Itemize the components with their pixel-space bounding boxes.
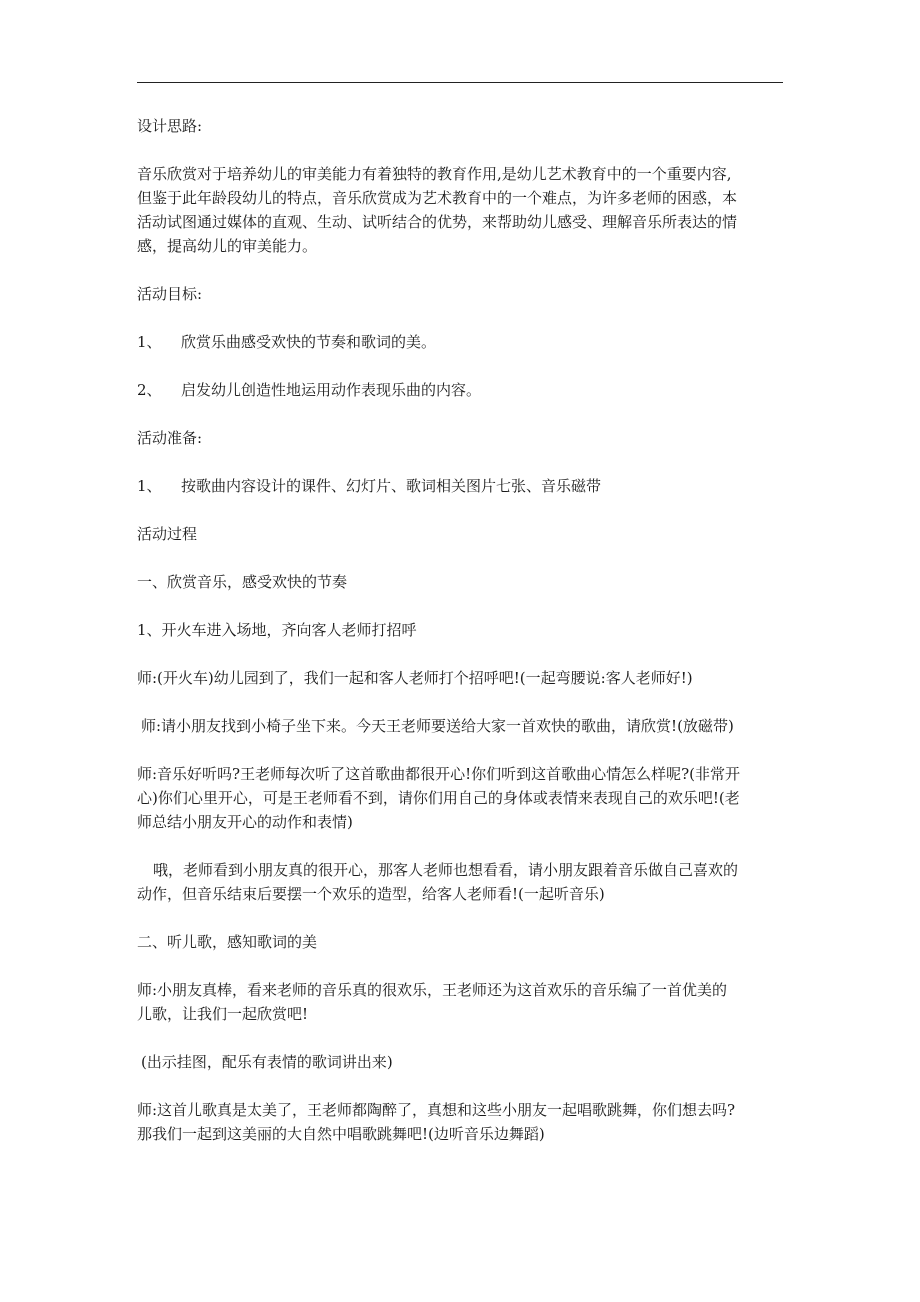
step1-text: 1、开火车进入场地，齐向客人老师打招呼: [137, 621, 417, 639]
prep-number: 1、: [137, 477, 162, 495]
section1-heading: 一、欣赏音乐，感受欢快的节奏: [137, 573, 348, 591]
dialogue-line: 动作，但音乐结束后要摆一个欢乐的造型，给客人老师看!(一起听音乐): [137, 885, 605, 903]
dialogue-line: 哦，老师看到小朋友真的很开心，那客人老师也想看看，请小朋友跟着音乐做自己喜欢的: [153, 861, 739, 879]
goals-heading: 活动目标:: [137, 285, 203, 303]
stage-direction: (出示挂图，配乐有表情的歌词讲出来): [141, 1053, 393, 1071]
prep-item: [137, 474, 787, 498]
section2-heading: 二、听儿歌，感知歌词的美: [137, 933, 318, 951]
dialogue-paragraph-3: [137, 762, 787, 834]
design-line: 感，提高幼儿的审美能力。: [137, 237, 318, 255]
dialogue-paragraph-1: 师:(开火车)幼儿园到了，我们一起和客人老师打个招呼吧!(一起弯腰说:客人老师好!): [137, 669, 693, 687]
goal-text: 启发幼儿创造性地运用动作表现乐曲的内容。: [181, 381, 482, 399]
dialogue-paragraph-5: [137, 978, 787, 1026]
dialogue-line: 师:音乐好听吗?王老师每次听了这首歌曲都很开心!你们听到这首歌曲心情怎么样呢?(非常开: [137, 765, 741, 783]
dialogue-line: 心)你们心里开心，可是王老师看不到，请你们用自己的身体或表情来表现自己的欢乐吧!(老: [137, 789, 740, 807]
goal-number: 2、: [137, 381, 162, 399]
header-rule: [137, 82, 783, 83]
dialogue-paragraph-7: [137, 1098, 787, 1146]
goal-item: [137, 378, 787, 402]
process-heading: 活动过程: [137, 525, 198, 543]
prep-heading: 活动准备:: [137, 429, 203, 447]
design-heading: 设计思路:: [137, 117, 203, 135]
dialogue-line: 师:小朋友真棒，看来老师的音乐真的很欢乐，王老师还为这首欢乐的音乐编了一首优美的: [137, 981, 728, 999]
goal-item: [137, 330, 787, 354]
dialogue-line: 那我们一起到这美丽的大自然中唱歌跳舞吧!(边听音乐边舞蹈): [137, 1125, 545, 1143]
dialogue-paragraph-4: [137, 858, 787, 906]
design-line: 但鉴于此年龄段幼儿的特点，音乐欣赏成为艺术教育中的一个难点，为许多老师的困惑，本: [137, 189, 738, 207]
dialogue-paragraph-2: 师:请小朋友找到小椅子坐下来。今天王老师要送给大家一首欢快的歌曲，请欣赏!(放磁带): [141, 717, 734, 735]
design-line: 活动试图通过媒体的直观、生动、试听结合的优势，来帮助幼儿感受、理解音乐所表达的情: [137, 213, 738, 231]
prep-text: 按歌曲内容设计的课件、幻灯片、歌词相关图片七张、音乐磁带: [181, 477, 602, 495]
dialogue-line: 师:这首儿歌真是太美了，王老师都陶醉了，真想和这些小朋友一起唱歌跳舞，你们想去吗?: [137, 1101, 736, 1119]
design-line: 音乐欣赏对于培养幼儿的审美能力有着独特的教育作用,是幼儿艺术教育中的一个重要内容,: [137, 165, 732, 183]
goal-text: 欣赏乐曲感受欢快的节奏和歌词的美。: [181, 333, 437, 351]
dialogue-line: 儿歌，让我们一起欣赏吧!: [137, 1005, 309, 1023]
dialogue-line: 师总结小朋友开心的动作和表情): [137, 813, 353, 831]
goal-number: 1、: [137, 333, 162, 351]
design-paragraph: [137, 162, 787, 258]
